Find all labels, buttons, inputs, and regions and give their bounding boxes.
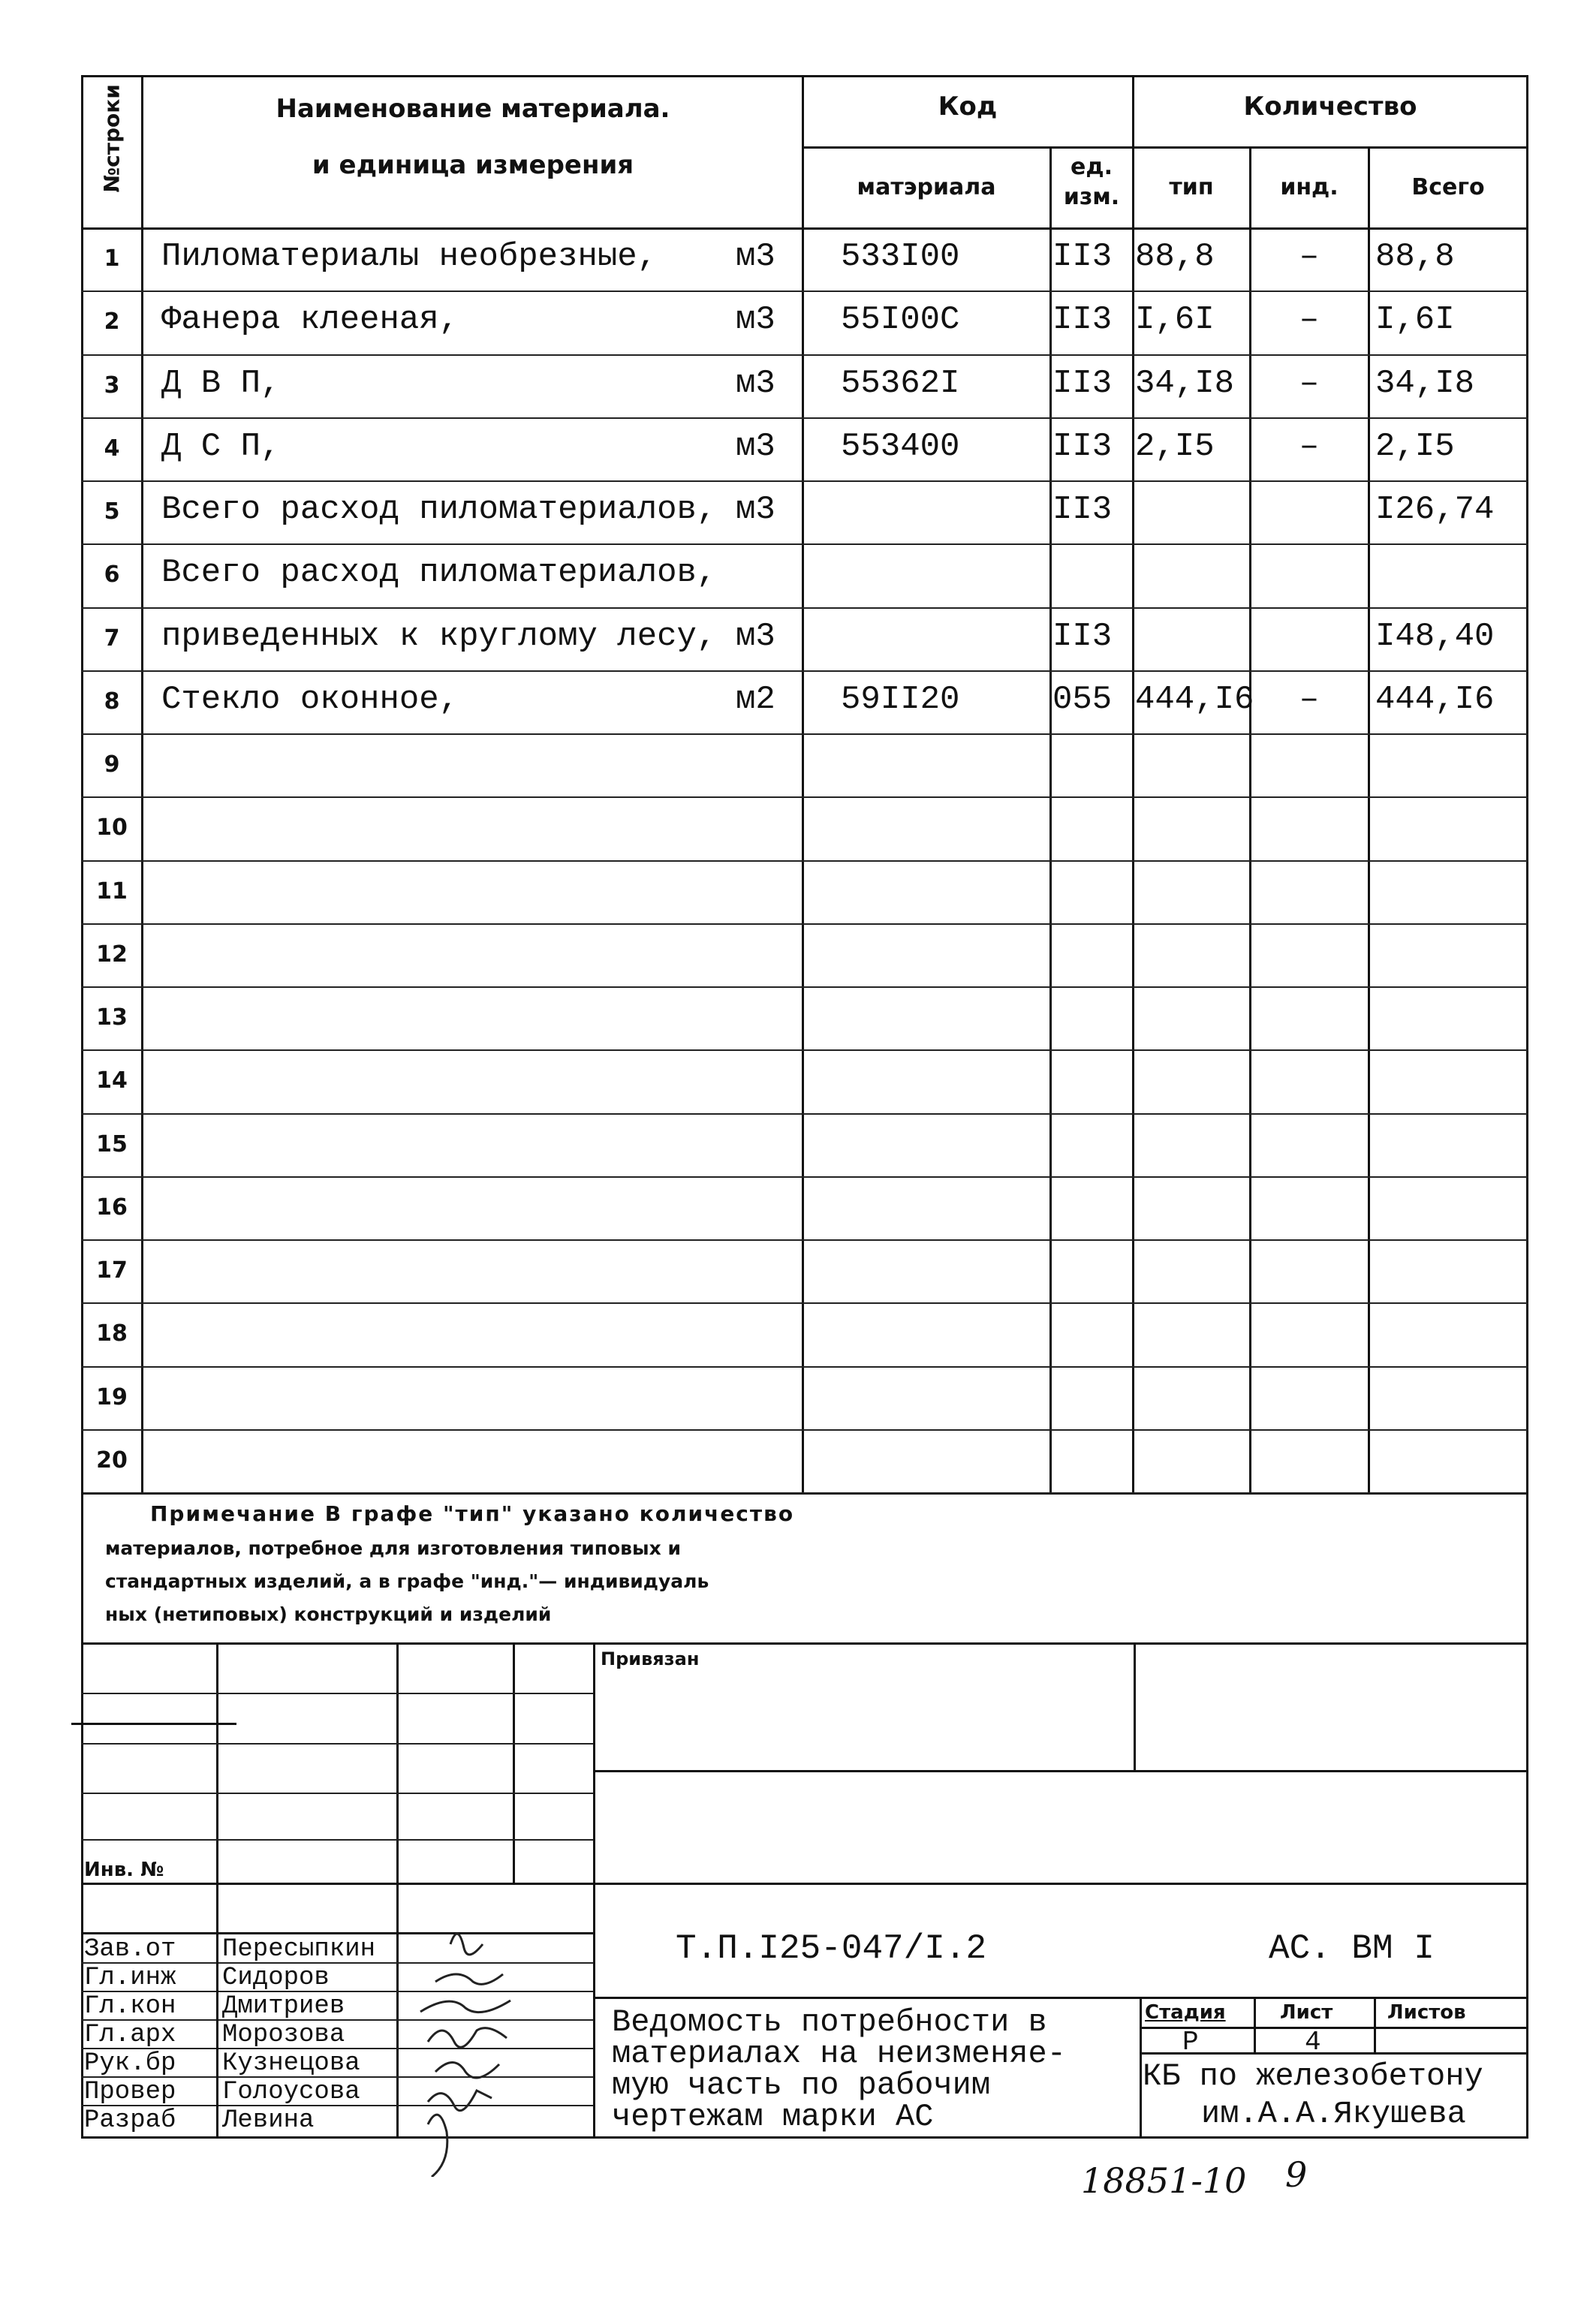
note-line-3: стандартных изделий, а в графе "инд."— индивидуаль [105,1570,709,1592]
row-5-num: 5 [104,498,120,525]
row-divider [81,354,1528,356]
row-7-name: приведенных к круглому лесу, [161,618,717,655]
total-header: Всего [1411,174,1485,200]
note-line-4: ных (нетиповых) конструкций и изделий [105,1603,552,1625]
row-divider [81,860,1528,862]
row-2-total: I,6I [1375,301,1455,339]
row-7-num: 7 [104,625,120,652]
document-title-line-2: материалах на неизменяе- [612,2036,1066,2072]
signer-name: Дмитриев [222,1992,345,2021]
row-6-num: 6 [104,561,120,588]
row-6-name: Всего расход пиломатериалов, [161,554,717,592]
row-4-type: 2,I5 [1135,428,1215,465]
row-divider [81,1429,1528,1431]
signer-role: Зав.от [84,1935,176,1964]
row-19-num: 19 [96,1384,128,1410]
row-3-name: Д В П, [161,365,281,402]
row-divider [81,1366,1528,1368]
row-divider [81,291,1528,292]
signer-name: Сидоров [222,1964,330,1992]
drawing-mark: АС. ВМ I [1269,1929,1435,1968]
row-2-ind: – [1299,301,1320,339]
organization-line-1: КБ по железобетону [1143,2058,1483,2094]
signer-role: Рук.бр [84,2049,176,2078]
sheet-label: Лист [1280,2001,1333,2024]
stage-value: Р [1182,2027,1199,2058]
signer-role: Провер [84,2078,176,2106]
row-8-total: 444,I6 [1375,681,1495,718]
row-7-total: I48,40 [1375,618,1495,655]
document-title-line-4: чертежам марки АС [612,2099,934,2135]
row-divider [81,607,1528,609]
row-17-num: 17 [96,1257,128,1284]
quantity-header: Количество [1243,92,1417,122]
row-18-num: 18 [96,1320,128,1347]
row-1-name: Пиломатериалы необрезные, [161,238,658,275]
row-20-num: 20 [96,1447,128,1474]
signer-role: Гл.инж [84,1964,176,1992]
row-5-total: I26,74 [1375,491,1495,528]
organization-line-2: им.А.А.Якушева [1201,2096,1466,2132]
row-3-unit: м3 [736,365,775,402]
unit-header-line2: изм. [1063,184,1120,210]
row-divider [81,1113,1528,1115]
row-2-num: 2 [104,309,120,335]
note-line-2: материалов, потребное для изготовления типовых и [105,1537,681,1559]
stage-label: Стадия [1145,2001,1226,2024]
row-2-ed: II3 [1052,301,1113,339]
signer-name: Кузнецова [222,2049,360,2078]
row-15-num: 15 [96,1131,128,1158]
type-header: тип [1169,174,1214,200]
document-title-line-3: мую часть по рабочим [612,2067,991,2103]
signer-role: Разраб [84,2106,176,2135]
row-divider [81,796,1528,798]
note-line-1: Примечание В графе "тип" указано количество [150,1501,795,1526]
row-5-unit: м3 [736,491,775,528]
row-3-type: 34,I8 [1135,365,1235,402]
row-3-total: 34,I8 [1375,365,1475,402]
row-5-name: Всего расход пиломатериалов, [161,491,717,528]
row-3-ed: II3 [1052,365,1113,402]
row-2-name: Фанера клееная, [161,301,459,339]
row-1-num: 1 [104,245,120,272]
row-divider [81,1176,1528,1178]
signer-name: Голоусова [222,2078,360,2106]
row-1-type: 88,8 [1135,238,1215,275]
row-3-code: 55362I [841,365,960,402]
row-8-ind: – [1299,681,1320,718]
material-code-header: матэриала [857,174,996,200]
row-12-num: 12 [96,941,128,968]
row-2-type: I,6I [1135,301,1215,339]
row-14-num: 14 [96,1067,128,1094]
sheets-count-label: Листов [1387,2001,1466,2024]
rownum-header: №строки [99,84,125,193]
page-number: 9 [1285,2154,1308,2195]
document-title-line-1: Ведомость потребности в [612,2004,1047,2040]
row-4-ed: II3 [1052,428,1113,465]
row-divider [81,986,1528,988]
row-7-unit: м3 [736,618,775,655]
row-7-ed: II3 [1052,618,1113,655]
row-divider [81,923,1528,925]
row-1-total: 88,8 [1375,238,1455,275]
row-divider [81,480,1528,482]
row-13-num: 13 [96,1004,128,1031]
row-8-type: 444,I6 [1135,681,1254,718]
row-4-code: 553400 [841,428,960,465]
row-divider [81,1049,1528,1051]
row-divider [81,733,1528,735]
row-10-num: 10 [96,814,128,841]
row-1-ind: – [1299,238,1320,275]
inventory-number-label: Инв. № [84,1859,164,1881]
row-4-num: 4 [104,435,120,462]
row-1-unit: м3 [736,238,775,275]
signer-name: Пересыпкин [222,1935,376,1964]
row-8-ed: 055 [1052,681,1113,718]
row-divider [81,670,1528,672]
archive-number: 18851-10 [1081,2160,1247,2201]
row-divider [81,1302,1528,1304]
row-8-num: 8 [104,688,120,715]
signatures-image [390,1922,571,2177]
row-9-num: 9 [104,751,120,778]
row-4-ind: – [1299,428,1320,465]
row-11-num: 11 [96,878,128,905]
name-header-line2: и единица измерения [312,150,634,180]
signer-name: Левина [222,2106,315,2135]
row-3-ind: – [1299,365,1320,402]
row-1-ed: II3 [1052,238,1113,275]
sheet-value: 4 [1305,2027,1321,2058]
row-2-unit: м3 [736,301,775,339]
document-code: Т.П.I25-047/I.2 [676,1929,987,1968]
row-8-name: Стекло оконное, [161,681,459,718]
privyazan-label: Привязан [601,1648,700,1669]
unit-header-line1: ед. [1071,154,1113,180]
row-1-code: 533I00 [841,238,960,275]
signer-name: Морозова [222,2021,345,2049]
row-3-num: 3 [104,372,120,399]
row-8-unit: м2 [736,681,775,718]
name-header-line1: Наименование материала. [276,94,670,124]
row-divider [81,543,1528,545]
signer-role: Гл.кон [84,1992,176,2021]
row-8-code: 59II20 [841,681,960,718]
ind-header: инд. [1280,174,1339,200]
row-4-total: 2,I5 [1375,428,1455,465]
row-4-unit: м3 [736,428,775,465]
row-divider [81,417,1528,419]
row-divider [81,1239,1528,1241]
signer-role: Гл.арх [84,2021,176,2049]
row-16-num: 16 [96,1194,128,1221]
code-header: Код [938,92,998,122]
row-4-name: Д С П, [161,428,281,465]
row-5-ed: II3 [1052,491,1113,528]
row-divider [81,1492,1528,1494]
row-2-code: 55I00С [841,301,960,339]
